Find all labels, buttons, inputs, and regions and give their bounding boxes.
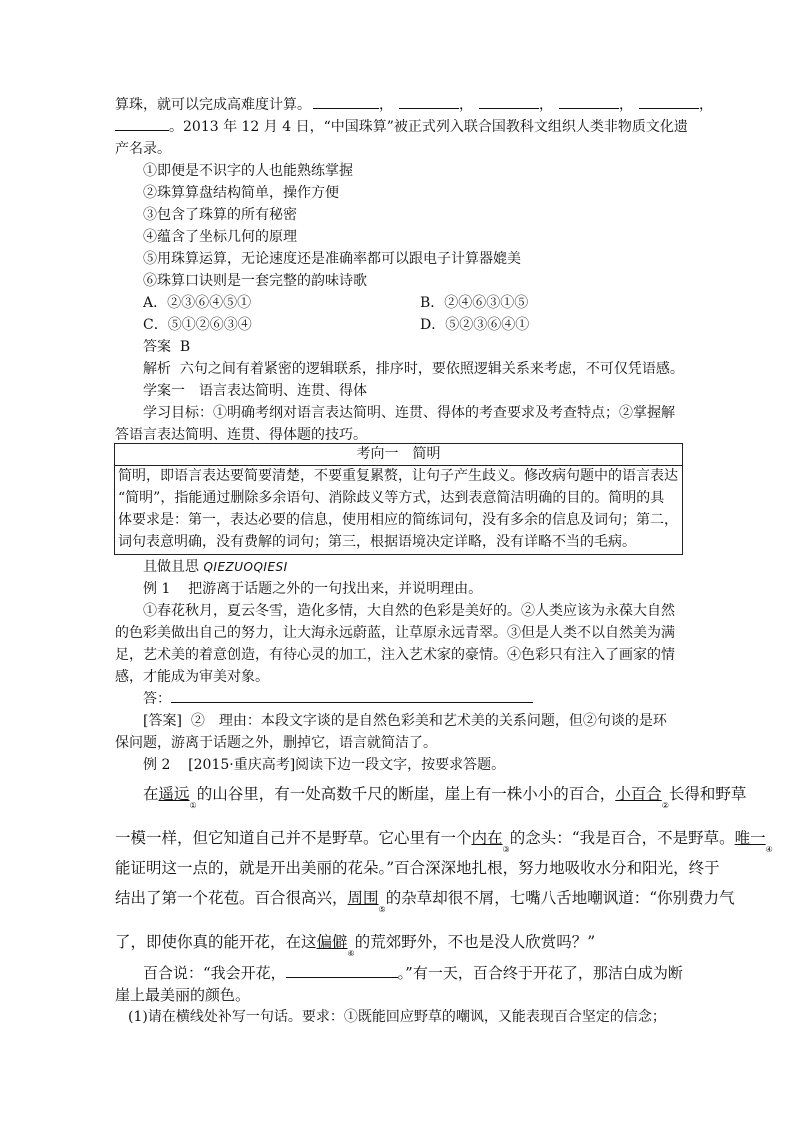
option-4: ④蕴含了坐标几何的原理: [143, 229, 297, 245]
word-marker: ⑤: [378, 905, 386, 914]
underlined-word: 周围: [347, 889, 379, 907]
answer-line: [143, 336, 190, 358]
passage-text: 百合说：“我会开花，: [143, 964, 286, 982]
example-label: 例 2: [143, 757, 171, 773]
word-marker: ①: [189, 801, 197, 810]
example-2-prompt: [143, 754, 505, 776]
underlined-word: 小百合: [615, 785, 662, 803]
fill-blank: [559, 94, 619, 109]
underlined-word: 偏僻: [316, 933, 348, 951]
box-line: “简明”，指能通过删除多余语句、消除歧义等方式，达到表意简洁明确的目的。简明的具: [118, 490, 665, 506]
question-1: (1)请在横线处补写一句话。要求：①既能回应野草的嘲讽，又能表现百合坚定的信念；: [128, 1009, 666, 1025]
text-line: 产名录。: [115, 141, 171, 157]
example-label: 例 1: [143, 581, 171, 597]
passage-text: 在: [143, 785, 159, 803]
answer-text: ② 理由：本段文字谈的是自然色彩美和艺术美的关系问题，但②句谈的是环: [190, 713, 667, 729]
passage-text: 一模一样，但它知道自己并不是野草。它心里有一个: [115, 829, 472, 847]
passage-text: 了，即使你真的能开花，在这: [115, 933, 317, 951]
answer-label: [答案]: [143, 713, 182, 729]
passage-line: 能证明这一点的，就是开出美丽的花朵。”百合深深地扎根，努力地吸收水分和阳光，终于: [115, 859, 720, 877]
learning-goal-cont: 答语言表达简明、连贯、得体题的技巧。: [115, 427, 367, 443]
passage-line: 崖上最美丽的颜色。: [115, 986, 251, 1004]
box-line: 简明，即语言表达要简要清楚，不要重复累赘，让句子产生歧义。修改病句题中的语言表达: [118, 468, 678, 484]
word-marker: ⑥: [347, 949, 355, 958]
qiezuo-heading: [143, 556, 288, 578]
choice-b: B．②④⑥③①⑤: [420, 295, 529, 311]
text-span: 。2013 年 12 月 4 日，“中国珠算”被正式列入联合国教科文组织人类非物质文化遗: [169, 119, 688, 135]
text-line: 算珠，就可以完成高难度计算。 ， ， ， ， ，: [115, 94, 713, 116]
underlined-word: 内在: [471, 829, 503, 847]
example-1-answer: 保问题，游离于话题之外，删掉它，语言就简洁了。: [115, 735, 437, 751]
option-3: ③包含了珠算的所有秘密: [143, 207, 297, 223]
box-heading: 考向一 简明: [115, 444, 682, 466]
passage-text: 的杂草却很不屑，七嘴八舌地嘲讽道：“你别费力气: [385, 889, 735, 907]
choice-d: D．⑤②③⑥④①: [420, 317, 530, 333]
example-1-answer: [143, 710, 667, 732]
fill-blank: [115, 116, 169, 131]
passage-text: 的山谷里，有一处高数千尺的断崖，崖上有一株小小的百合，: [196, 785, 616, 803]
choice-c: C．⑤①②⑥③④: [143, 317, 252, 333]
passage-text: 的荒郊野外，不也是没人欣赏吗？”: [354, 933, 596, 951]
choice-a: A．②③⑥④⑤①: [143, 295, 252, 311]
example-1-text: 足，艺术美的着意创造，有待心灵的加工，注入艺术家的豪情。④色彩只有注入了画家的情: [115, 647, 675, 663]
fill-blank: [313, 94, 379, 109]
option-2: ②珠算算盘结构简单，操作方便: [143, 185, 339, 201]
analysis-label: 解析: [143, 361, 171, 377]
text-span: 算珠，就可以完成高难度计算。: [115, 97, 311, 113]
word-marker: ④: [765, 845, 773, 854]
answer-prompt: 答：: [143, 691, 171, 707]
qiezuo-pinyin: QIEZUOQIESI: [203, 560, 288, 574]
analysis-line: [143, 358, 684, 380]
passage-line: [143, 782, 747, 810]
option-5: ⑤用珠算运算，无论速度还是准确率都可以跟电子计算器媲美: [143, 251, 521, 267]
passage-text: 长得和野草: [668, 785, 747, 803]
fill-blank: [479, 94, 539, 109]
fill-blank: [171, 688, 533, 703]
underlined-word: 唯一: [734, 829, 766, 847]
passage-line: [115, 930, 596, 958]
qiezuo-label: 且做且思: [143, 559, 199, 575]
fill-blank: [639, 94, 699, 109]
underlined-word: 遥远: [158, 785, 190, 803]
fill-blank: [286, 963, 398, 978]
example-1-text: 的色彩美做出自己的努力，让大海永远蔚蓝，让草原永远青翠。③但是人类不以自然美为满: [115, 625, 675, 641]
info-box: [114, 443, 683, 555]
learning-goal: 学习目标：①明确考纲对语言表达简明、连贯、得体的考查要求及考查特点；②掌握解: [143, 405, 675, 421]
example-1-prompt: [143, 578, 482, 600]
answer-label: 答案: [143, 339, 171, 355]
text-line: [115, 116, 688, 138]
passage-line: [143, 962, 683, 984]
answer-blank-line: [143, 688, 533, 710]
section-title: 学案一 语言表达简明、连贯、得体: [143, 383, 367, 399]
fill-blank: [399, 94, 459, 109]
example-1-text: ①春花秋月，夏云冬雪，造化多情，大自然的色彩是美好的。②人类应该为永葆大自然: [143, 603, 675, 619]
passage-text: 结出了第一个花苞。百合很高兴，: [115, 889, 348, 907]
passage-text: 的念头：“我是百合，不是野草。: [509, 829, 735, 847]
word-marker: ③: [502, 845, 510, 854]
option-1: ①即便是不识字的人也能熟练掌握: [143, 163, 353, 179]
passage-text: 。”有一天，百合终于开花了，那洁白成为断: [397, 964, 683, 982]
passage-line: [115, 886, 735, 914]
passage-line: [115, 826, 773, 854]
answer-value: B: [179, 339, 191, 355]
example-prompt: 把游离于话题之外的一句找出来，并说明理由。: [188, 581, 483, 597]
analysis-text: 六句之间有着紧密的逻辑联系，排序时，要依照逻辑关系来考虑，不可仅凭语感。: [179, 361, 684, 377]
word-marker: ②: [661, 801, 669, 810]
option-6: ⑥珠算口诀则是一套完整的韵味诗歌: [143, 273, 367, 289]
box-line: 词句表意明确，没有费解的词句；第三，根据语境决定详略，没有详略不当的毛病。: [118, 534, 636, 550]
example-1-text: 感，才能成为审美对象。: [115, 669, 269, 685]
box-line: 体要求是：第一，表达必要的信息，使用相应的简练词句，没有多余的信息及词句；第二，: [118, 512, 678, 528]
example-prompt: [2015·重庆高考]阅读下边一段文字，按要求答题。: [188, 757, 506, 773]
